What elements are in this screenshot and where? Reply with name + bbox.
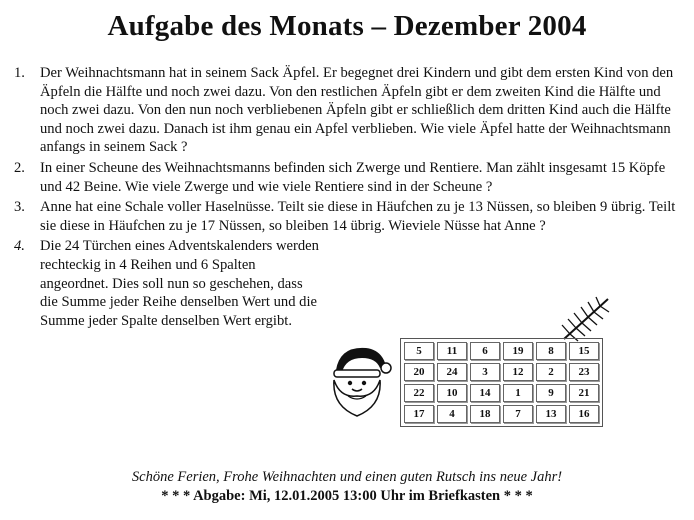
problem-text: Die 24 Türchen eines Adventskalenders werden rechteckig in 4 Reihen und 6 Spalten angeordnet. Dies soll nun so geschehen, dass die Summe jeder Reihe denselben Wert und die Summe jeder Spalte denselben Wert ergibt. [40, 238, 319, 329]
footer-deadline: * * * Abgabe: Mi, 12.01.2005 13:00 Uhr im Briefkasten * * * [161, 488, 533, 504]
calendar-cell: 21 [569, 384, 599, 402]
calendar-cell: 18 [470, 405, 500, 423]
calendar-cell: 2 [536, 363, 566, 381]
problem-text: Anne hat eine Schale voller Haselnüsse. Teilt sie diese in Häufchen zu je 13 Nüssen, so bleiben 9 übrig. Teilt sie diese in Häufchen zu je 17 Nüssen, so bleiben 14 übrig. Wieviele Nüsse hat Anne ? [40, 199, 676, 234]
calendar-cell: 5 [404, 342, 434, 360]
calendar-cell: 11 [437, 342, 467, 360]
calendar-cell: 15 [569, 342, 599, 360]
calendar-cell: 22 [404, 384, 434, 402]
calendar-cell: 10 [437, 384, 467, 402]
problem-4 [14, 237, 320, 330]
problem-2 [14, 159, 684, 196]
calendar-row [404, 363, 599, 381]
problem-1 [14, 64, 684, 157]
calendar-cell: 24 [437, 363, 467, 381]
problem-number: 1. [14, 65, 25, 81]
page-title: Aufgabe des Monats – Dezember 2004 [107, 10, 587, 42]
calendar-cell: 14 [470, 384, 500, 402]
problem-text: Der Weihnachtsmann hat in seinem Sack Äpfel. Er begegnet drei Kindern und gibt dem ersten Kind von den Äpfeln die Hälfte und noch zwei dazu. Von den restlichen Äpfeln gibt er dem zweiten Kind die Hälfte und noch zwei dazu. Von den nun noch verbliebenen Äpfeln gibt er schließlich dem dritten Kind auch die Hälfte und noch zwei dazu. Danach ist ihm genau ein Apfel verblieben. Wie viele Äpfel hatte der Weihnachtsmann anfangs in seinem Sack ? [40, 65, 674, 156]
calendar-row [404, 342, 599, 360]
problem-3 [14, 198, 684, 235]
calendar-cell: 16 [569, 405, 599, 423]
calendar-cell: 23 [569, 363, 599, 381]
footer-greeting: Schöne Ferien, Frohe Weihnachten und einen guten Rutsch ins neue Jahr! [131, 469, 563, 485]
calendar-cell: 4 [437, 405, 467, 423]
calendar-cell: 7 [503, 405, 533, 423]
advent-calendar-grid [400, 338, 603, 427]
calendar-cell: 3 [470, 363, 500, 381]
problem-number: 3. [14, 199, 25, 216]
problem-number: 2. [14, 159, 25, 176]
calendar-row [404, 384, 599, 402]
calendar-cell: 6 [470, 342, 500, 360]
calendar-cell: 19 [503, 342, 533, 360]
calendar-cell: 8 [536, 342, 566, 360]
problem-text: In einer Scheune des Weihnachtsmanns befinden sich Zwerge und Rentiere. Man zählt insgesamt 15 Köpfe und 42 Beine. Wie viele Zwerge und wie viele Rentiere sind in der Scheune ? [40, 159, 666, 195]
calendar-cell: 20 [404, 363, 434, 381]
calendar-cell: 13 [536, 405, 566, 423]
calendar-row [404, 405, 599, 423]
calendar-cell: 1 [503, 384, 533, 402]
santa-face-icon [322, 340, 392, 420]
calendar-cell: 12 [503, 363, 533, 381]
calendar-cell: 9 [536, 384, 566, 402]
calendar-cell: 17 [404, 405, 434, 423]
problem-number: 4. [14, 238, 25, 255]
